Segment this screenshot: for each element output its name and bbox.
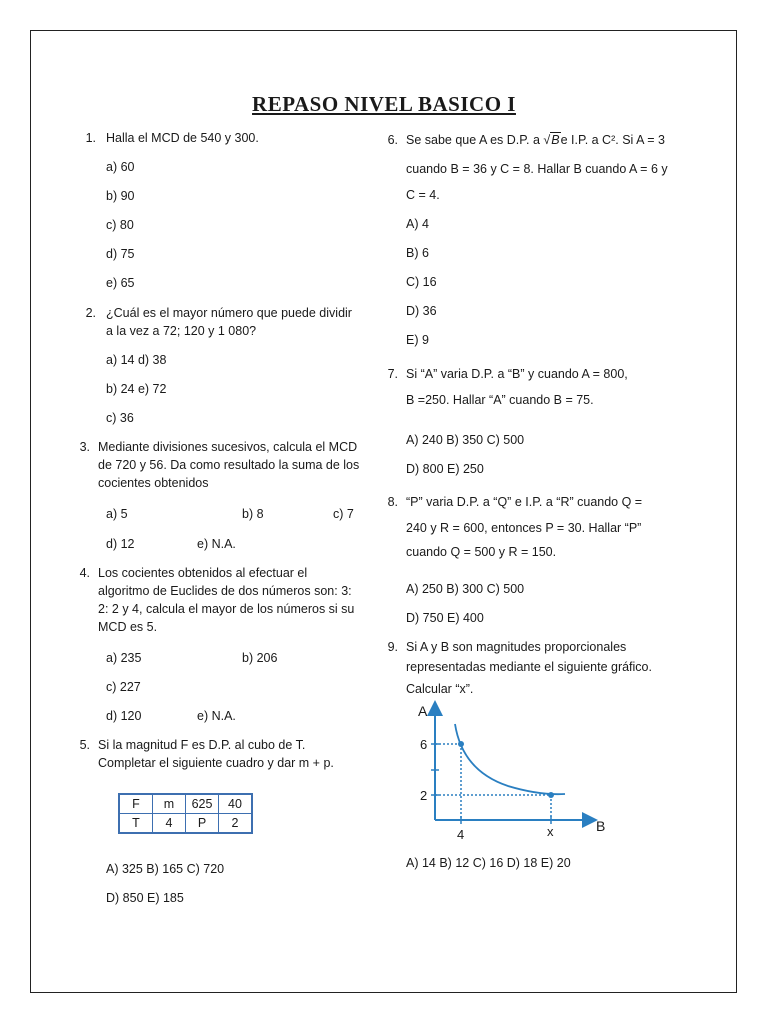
x-tick-label: x	[547, 824, 554, 839]
option: b) 8	[242, 507, 264, 521]
table-cell: 625	[186, 794, 219, 814]
question-text-post: e I.P. a C². Si A = 3	[560, 133, 665, 147]
option: a) 14 d) 38	[106, 353, 167, 367]
option: d) 12	[106, 537, 135, 551]
question-number: 8.	[387, 495, 398, 509]
option: E) 9	[406, 333, 429, 347]
question-text: Los cocientes obtenidos al efectuar el	[98, 566, 308, 580]
option: c) 227	[106, 680, 141, 694]
option: b) 24 e) 72	[106, 382, 167, 396]
option: c) 36	[106, 411, 134, 425]
question-number: 3.	[79, 440, 90, 454]
option: a) 235	[106, 651, 142, 665]
y-tick-label: 6	[420, 737, 428, 752]
question-text: de 720 y 56. Da como resultado la suma de los	[98, 458, 360, 472]
question-text: MCD es 5.	[98, 620, 158, 634]
radicand: B	[551, 133, 560, 147]
option: A) 4	[406, 217, 429, 231]
proportion-graph	[408, 700, 628, 850]
data-table	[118, 793, 253, 834]
table-cell: 2	[219, 814, 253, 834]
option: D) 850 E) 185	[106, 891, 184, 905]
option: B) 6	[406, 246, 429, 260]
question-text: a la vez a 72; 120 y 1 080?	[106, 324, 257, 338]
curve-point	[458, 741, 464, 747]
table-cell: T	[119, 814, 153, 834]
question-number: 9.	[387, 640, 398, 654]
question-number: 6.	[387, 133, 398, 147]
question-text-pre: Se sabe que A es D.P. a	[406, 133, 544, 147]
option: a) 60	[106, 160, 135, 174]
question-text: Mediante divisiones sucesivos, calcula el MCD	[98, 440, 358, 454]
question-text: B =250. Hallar “A” cuando B = 75.	[406, 393, 594, 407]
question-text: Completar el siguiente cuadro y dar m + p.	[98, 756, 334, 770]
question-text: cuando Q = 500 y R = 150.	[406, 545, 557, 559]
table-cell: 40	[219, 794, 253, 814]
table-cell: 4	[153, 814, 186, 834]
option: D) 750 E) 400	[406, 611, 484, 625]
option: d) 120	[106, 709, 142, 723]
option: A) 325 B) 165 C) 720	[106, 862, 225, 876]
question-text: Si la magnitud F es D.P. al cubo de T.	[98, 738, 306, 752]
option: A) 240 B) 350 C) 500	[406, 433, 525, 447]
option: C) 16	[406, 275, 437, 289]
y-axis-label: A	[418, 703, 428, 719]
x-axis-label: B	[596, 818, 606, 834]
question-number: 4.	[79, 566, 90, 580]
table-cell: P	[186, 814, 219, 834]
option: e) 65	[106, 276, 135, 290]
option: b) 206	[242, 651, 278, 665]
option: d) 75	[106, 247, 135, 261]
question-text: “P” varia D.P. a “Q” e I.P. a “R” cuando Q =	[406, 495, 643, 509]
question-number: 2.	[85, 306, 96, 320]
question-text	[406, 131, 665, 149]
square-root: √B	[543, 133, 560, 147]
table-row	[119, 814, 252, 834]
option: a) 5	[106, 507, 128, 521]
question-text: Si A y B son magnitudes proporcionales	[406, 640, 627, 654]
question-text: 240 y R = 600, entonces P = 30. Hallar “P”	[406, 521, 642, 535]
y-tick-label: 2	[420, 788, 428, 803]
option: e) N.A.	[197, 709, 236, 723]
option: c) 7	[333, 507, 354, 521]
option: D) 36	[406, 304, 437, 318]
option: D) 800 E) 250	[406, 462, 484, 476]
table-cell: m	[153, 794, 186, 814]
curve-point	[548, 792, 554, 798]
question-text: Calcular “x”.	[406, 682, 474, 696]
page-title: REPASO NIVEL BASICO I	[252, 92, 516, 116]
question-text: ¿Cuál es el mayor número que puede dividir	[106, 306, 352, 320]
table-row	[119, 794, 252, 814]
question-text: Halla el MCD de 540 y 300.	[106, 131, 259, 145]
option: A) 250 B) 300 C) 500	[406, 582, 525, 596]
question-text: cocientes obtenidos	[98, 476, 209, 490]
question-text: 2: 2 y 4, calcula el mayor de los números si su	[98, 602, 355, 616]
table-cell: F	[119, 794, 153, 814]
option: c) 80	[106, 218, 134, 232]
question-text: C = 4.	[406, 188, 440, 202]
question-number: 7.	[387, 367, 398, 381]
question-text: Si “A” varia D.P. a “B” y cuando A = 800,	[406, 367, 628, 381]
question-text: algoritmo de Euclides de dos números son: 3:	[98, 584, 352, 598]
option: b) 90	[106, 189, 135, 203]
option: A) 14 B) 12 C) 16 D) 18 E) 20	[406, 856, 571, 870]
inverse-curve	[455, 724, 565, 794]
question-number: 5.	[79, 738, 90, 752]
option: e) N.A.	[197, 537, 236, 551]
question-text: representadas mediante el siguiente gráfico.	[406, 660, 652, 674]
x-tick-label: 4	[457, 827, 465, 842]
question-number: 1.	[85, 131, 96, 145]
question-text: cuando B = 36 y C = 8. Hallar B cuando A = 6 y	[406, 162, 668, 176]
